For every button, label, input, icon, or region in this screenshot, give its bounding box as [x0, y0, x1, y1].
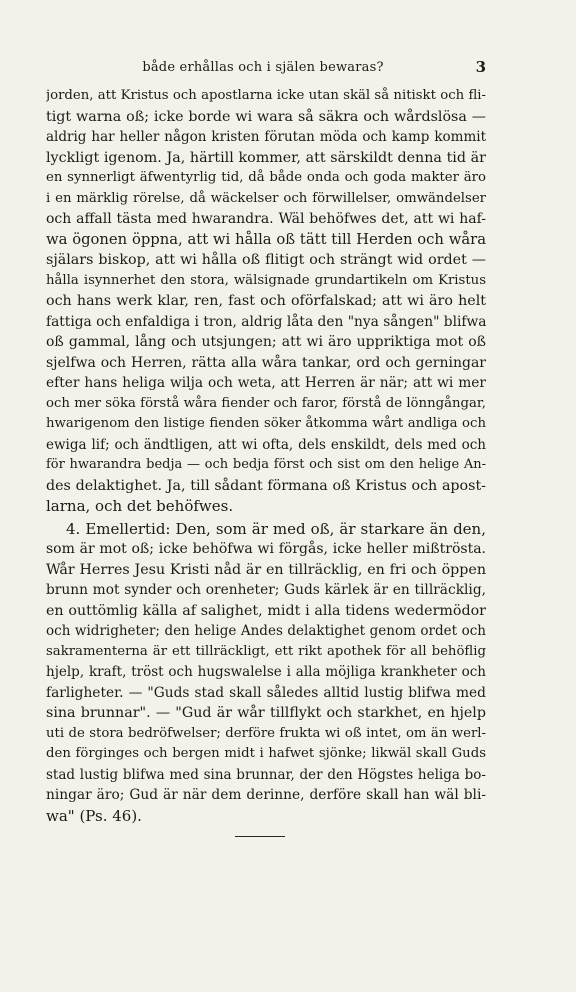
text-line: wa ögonen öppna, att wi hålla oß tätt till Herden och wåra [46, 230, 486, 248]
text-line: Wår Herres Jesu Kristi nåd är en tillräcklig, en fri och öppen [46, 561, 486, 578]
text-line: ewiga lif; och ändtligen, att wi ofta, dels enskildt, dels med och [46, 436, 486, 453]
running-head: både erhållas och i själen bewaras? [142, 60, 384, 75]
text-line: jorden, att Kristus och apostlarna icke utan skäl så nitiskt och fli- [46, 88, 486, 103]
end-rule [235, 836, 285, 837]
text-line: uti de stora bedröfwelser; derföre frukta wi oß intet, om än werl- [46, 725, 486, 741]
text-line: hjelp, kraft, tröst och hugswalelse i alla möjliga krankheter och [46, 664, 486, 680]
text-line: ningar äro; Gud är när dem derinne, derföre skall han wäl bli- [46, 787, 486, 803]
text-line: en outtömlig källa af salighet, midt i alla tidens wedermödor [46, 602, 486, 619]
text-line: wa" (Ps. 46). [46, 806, 142, 825]
text-line: som är mot oß; icke behöfwa wi förgås, icke heller mißtrösta. [46, 541, 486, 557]
text-line: larna, och det behöfwes. [46, 497, 234, 515]
text-line: och affall tästa med hwarandra. Wäl behöfwes det, att wi haf- [46, 211, 486, 227]
text-line: och mer söka förstå wåra fiender och faror, förstå de lönngångar, [46, 395, 486, 411]
page-number: 3 [475, 58, 486, 76]
text-line: sjelfwa och Herren, rätta alla wåra tankar, ord och gerningar [46, 354, 486, 371]
text-line: aldrig har heller någon kristen förutan möda och kamp kommit [46, 129, 486, 145]
page-header [40, 58, 486, 80]
text-line: 4. Emellertid: Den, som är med oß, är starkare än den, [66, 519, 486, 538]
text-line: lyckligt igenom. Ja, härtill kommer, att särskildt denna tid är [46, 149, 486, 166]
text-line: fattiga och enfaldiga i tron, aldrig låta den "nya sången" blifwa [46, 313, 486, 330]
paragraph [46, 519, 486, 827]
text-line: en synnerligt äfwentyrlig tid, då både onda och goda makter äro [46, 170, 486, 185]
text-line: den förginges och bergen midt i hafwet sjönke; likwäl skall Guds [46, 746, 486, 761]
text-line: tigt warna oß; icke borde wi wara så säkra och wårdslösa — [46, 108, 486, 125]
text-line: för hwarandra bedja — och bedja först och sist om den helige An- [46, 457, 486, 472]
text-line: hwarigenom den listige fienden söker åtkomma wårt andliga och [46, 416, 486, 431]
text-line: själars biskop, att wi hålla oß flitigt och strängt wid ordet — [46, 252, 486, 268]
text-line: och widrigheter; den helige Andes delaktighet genom ordet och [46, 623, 486, 639]
text-line: och hans werk klar, ren, fast och oförfalskad; att wi äro helt [46, 293, 486, 309]
text-line: oß gammal, lång och utsjungen; att wi äro uppriktiga mot oß [46, 334, 486, 350]
text-line: sina brunnar". — "Gud är wår tillflykt och starkhet, en hjelp [46, 705, 486, 721]
text-line: hålla isynnerhet den stora, wälsignade grundartikeln om Kristus [46, 272, 486, 288]
text-line: stad lustig blifwa med sina brunnar, der den Högstes heliga bo- [46, 766, 486, 783]
text-line: efter hans heliga wilja och weta, att Herren är när; att wi mer [46, 375, 486, 391]
paragraph [46, 86, 486, 517]
text-line: i en märklig rörelse, då wäckelser och förwillelser, omwändelser [46, 190, 486, 206]
text-line: sakramenterna är ett tillräckligt, ett rikt apothek för all behöflig [46, 643, 486, 659]
text-line: des delaktighet. Ja, till sådant förmana oß Kristus och apost- [46, 477, 486, 494]
page-body [46, 86, 486, 826]
text-line: farligheter. — "Guds stad skall således alltid lustig blifwa med [46, 684, 486, 701]
text-line: brunn mot synder och orenheter; Guds kärlek är en tillräcklig, [46, 582, 486, 598]
